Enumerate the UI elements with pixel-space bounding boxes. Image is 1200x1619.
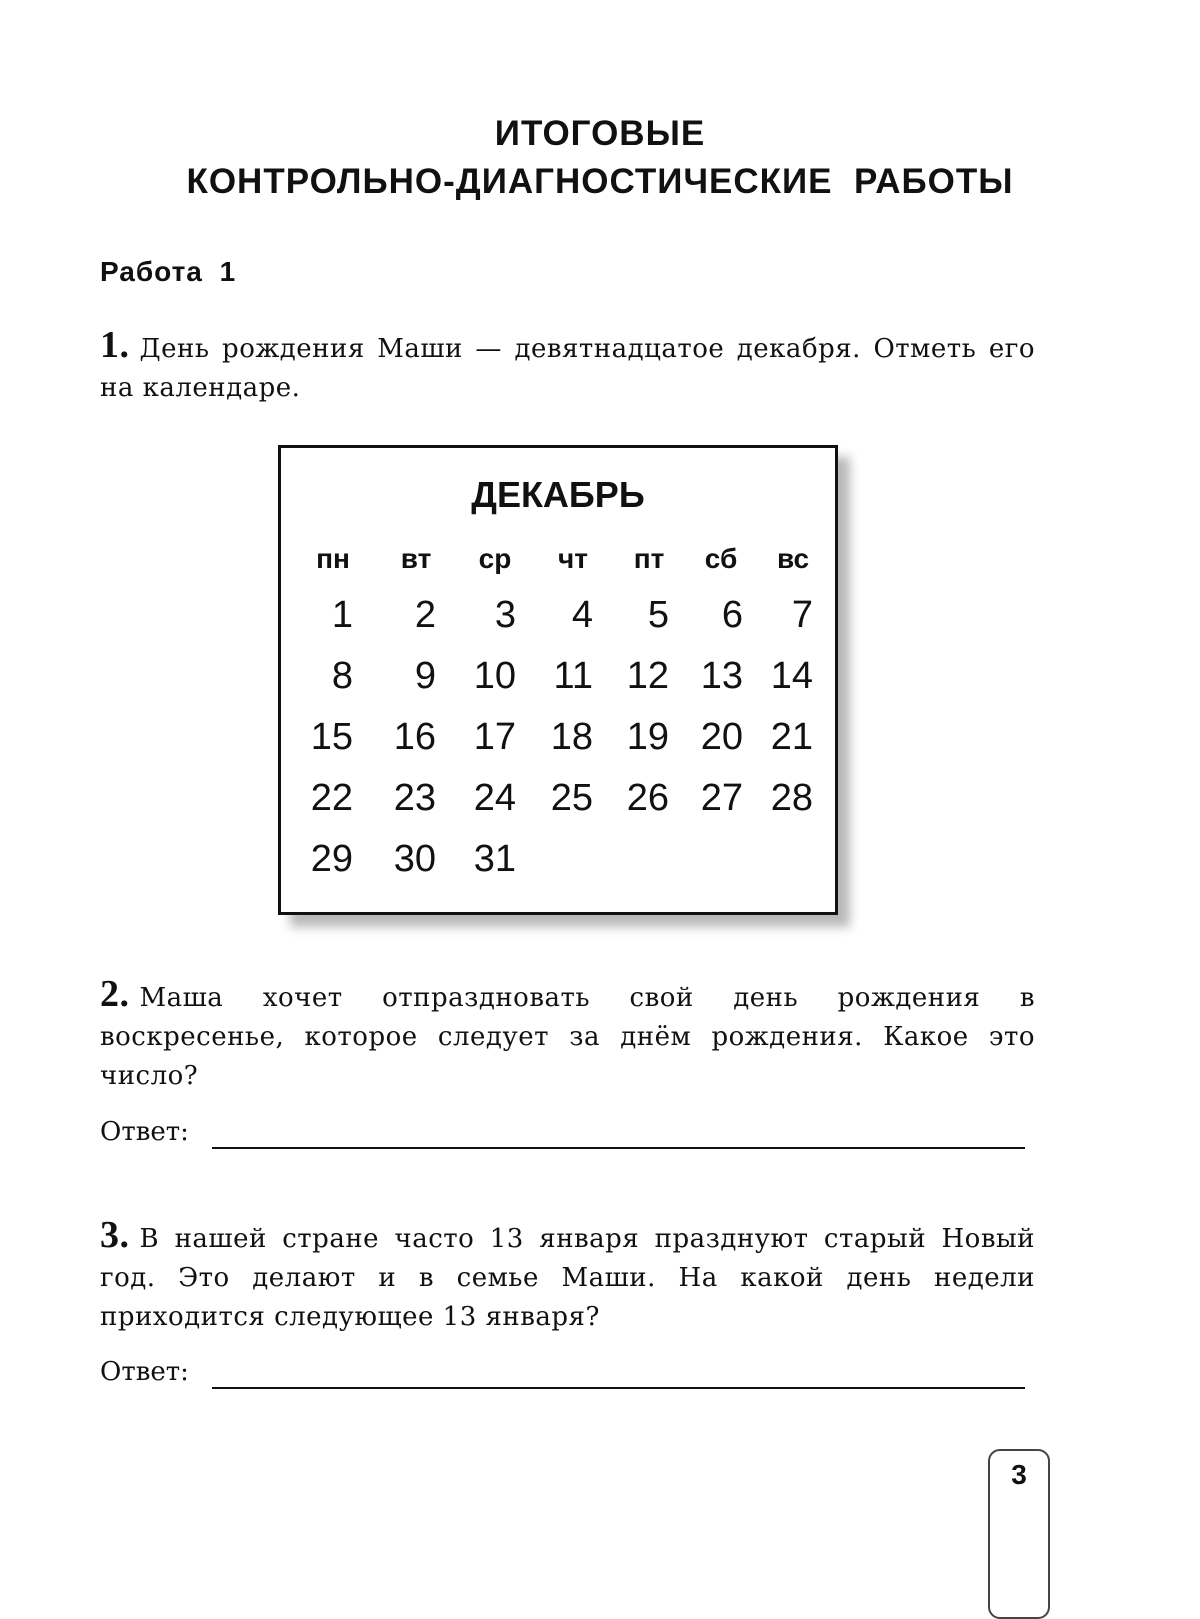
calendar-day-13[interactable]: 13	[700, 655, 743, 697]
task-1	[100, 326, 1035, 408]
calendar-day-4[interactable]: 4	[571, 594, 593, 636]
calendar-day-25[interactable]: 25	[550, 777, 593, 819]
task-3-text: В нашей стране часто 13 января празднуют старый Новый год. Это делают и в семье Маши. На какой день недели приходится следующее 13 января?	[100, 1224, 1035, 1332]
answer-row-3	[100, 1357, 1025, 1397]
task-2-text: Маша хочет отпраздновать свой день рождения в воскресенье, которое следует за днём рождения. Какое это число?	[100, 983, 1035, 1091]
calendar-day-23[interactable]: 23	[393, 777, 436, 819]
task-1-number: 1.	[100, 324, 130, 366]
answer-row-2	[100, 1117, 1025, 1157]
page-title	[0, 110, 1200, 206]
work-label: Работа 1	[100, 256, 237, 287]
task-2	[100, 975, 1035, 1096]
page-number: 3	[1011, 1459, 1027, 1490]
calendar-weekday-2: вт	[400, 543, 432, 574]
calendar-month: ДЕКАБРЬ	[471, 474, 645, 515]
page-number-tab	[988, 1449, 1050, 1619]
calendar-day-28[interactable]: 28	[770, 777, 813, 819]
answer-input-line[interactable]	[212, 1387, 1025, 1389]
task-3	[100, 1216, 1035, 1337]
calendar-weekday-3: ср	[478, 543, 512, 574]
calendar-day-8[interactable]: 8	[331, 655, 353, 697]
page-title-line-2: КОНТРОЛЬНО-ДИАГНОСТИЧЕСКИЕ РАБОТЫ	[186, 162, 1014, 201]
calendar-day-2[interactable]: 2	[414, 594, 436, 636]
calendar-day-3[interactable]: 3	[494, 594, 516, 636]
calendar-weekday-6: сб	[704, 543, 738, 574]
calendar-day-14[interactable]: 14	[770, 655, 813, 697]
calendar-day-20[interactable]: 20	[700, 716, 743, 758]
calendar-day-7[interactable]: 7	[791, 594, 813, 636]
calendar-day-11[interactable]: 11	[553, 655, 593, 697]
calendar-weekday-7: вс	[776, 543, 810, 574]
calendar-weekday-5: пт	[633, 543, 665, 574]
page-title-line-1: ИТОГОВЫЕ	[494, 114, 706, 153]
calendar-day-12[interactable]: 12	[626, 655, 669, 697]
calendar-day-16[interactable]: 16	[393, 716, 436, 758]
calendar-day-18[interactable]: 18	[550, 716, 593, 758]
calendar-day-21[interactable]: 21	[770, 716, 813, 758]
december-calendar	[278, 445, 838, 915]
task-1-text: День рождения Маши — девятнадцатое декабря. Отметь его на календаре.	[100, 334, 1035, 403]
calendar-day-15[interactable]: 15	[310, 716, 353, 758]
calendar-day-5[interactable]: 5	[647, 594, 669, 636]
calendar-day-30[interactable]: 30	[393, 838, 436, 880]
calendar-day-24[interactable]: 24	[473, 777, 516, 819]
calendar-day-6[interactable]: 6	[721, 594, 743, 636]
calendar-day-26[interactable]: 26	[626, 777, 669, 819]
task-3-number: 3.	[100, 1214, 130, 1256]
calendar-day-1[interactable]: 1	[331, 594, 353, 636]
calendar-day-17[interactable]: 17	[473, 716, 516, 758]
calendar-day-22[interactable]: 22	[310, 777, 353, 819]
calendar-day-10[interactable]: 10	[473, 655, 516, 697]
calendar-day-19[interactable]: 19	[626, 716, 669, 758]
calendar-day-29[interactable]: 29	[310, 838, 353, 880]
answer-label: Ответ:	[100, 1117, 189, 1147]
calendar-day-31[interactable]: 31	[473, 838, 516, 880]
answer-label: Ответ:	[100, 1357, 189, 1387]
calendar-day-27[interactable]: 27	[700, 777, 743, 819]
calendar-weekday-1: пн	[316, 543, 350, 574]
answer-input-line[interactable]	[212, 1147, 1025, 1149]
task-2-number: 2.	[100, 973, 130, 1015]
calendar-day-9[interactable]: 9	[414, 655, 436, 697]
calendar-weekday-4: чт	[558, 543, 588, 574]
